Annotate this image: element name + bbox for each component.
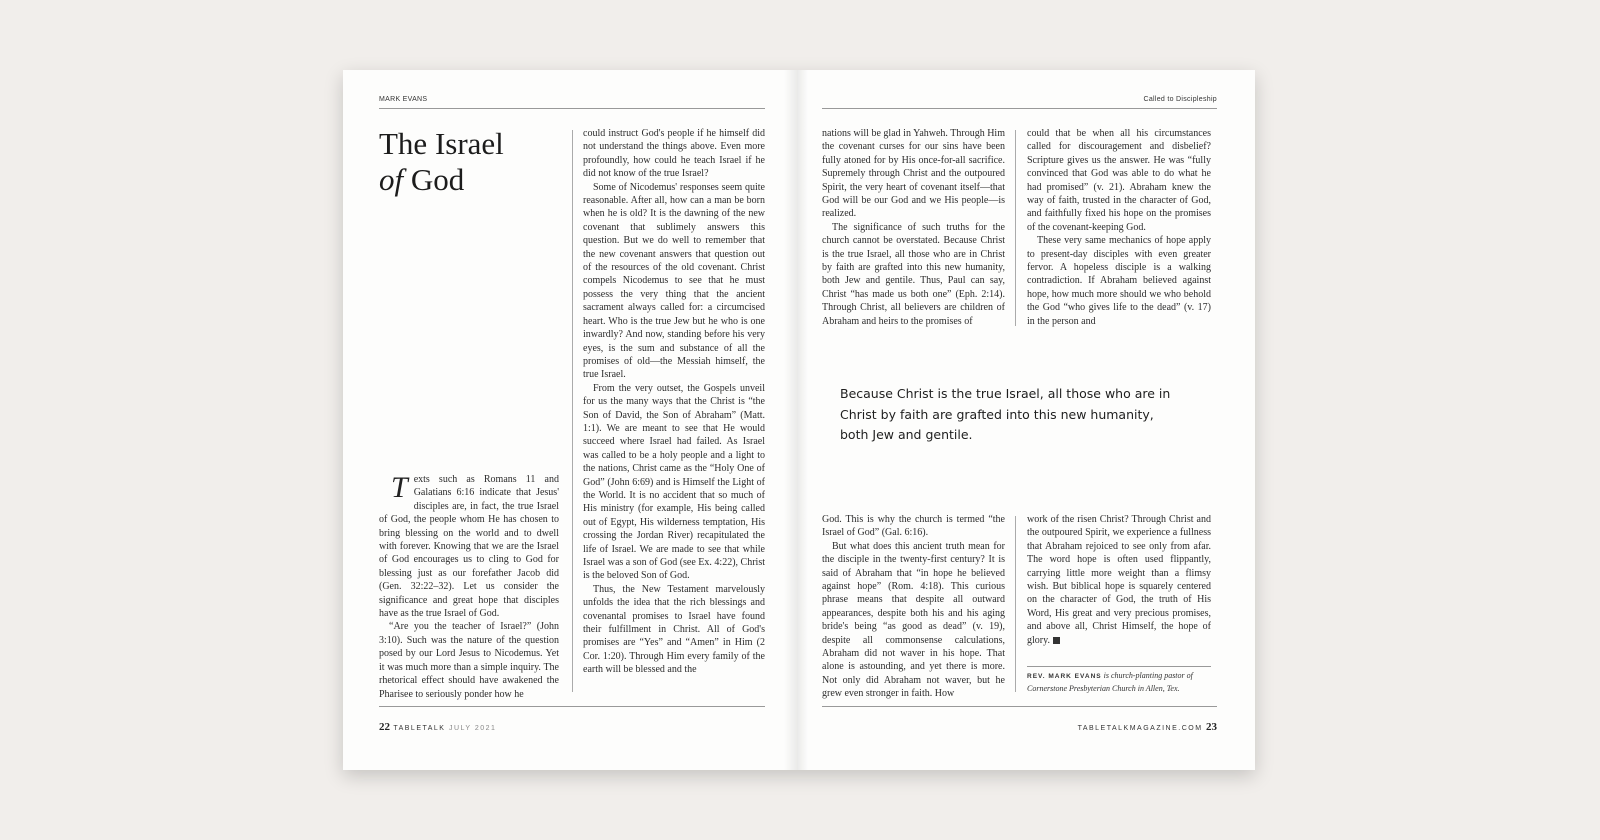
running-head-section: Called to Discipleship bbox=[1143, 96, 1217, 103]
paragraph: could instruct God's people if he himself did not understand the things above. Even more profoundly, how could he teach Israel if he did not know of the true Israel? bbox=[583, 128, 765, 180]
left-page bbox=[343, 70, 798, 770]
magazine-website: TABLETALKMAGAZINE.COM bbox=[1077, 725, 1203, 732]
issue-date: JULY 2021 bbox=[448, 725, 497, 732]
title-line1: The Israel bbox=[379, 126, 504, 161]
column-2 bbox=[583, 127, 765, 677]
drop-cap: T bbox=[391, 471, 408, 504]
paragraph: could that be when all his circumstances called for discouragement and disbelief? Scripture gives us the answer. He was “fully convinced that God was able to do what he had promised” (v. 21). Abraham knew the way of faith, trusted in the character of God, and faithfully fixed his hope on the promises of the covenant-keeping God. bbox=[1027, 128, 1211, 233]
footer-rule bbox=[379, 706, 765, 707]
column-4 bbox=[1027, 127, 1211, 328]
folio-left bbox=[379, 721, 496, 733]
paragraph: These very same mechanics of hope apply to present-day disciples with even greater fervor. A hopeless disciple is a walking contradiction. If Abraham believed against hope, how much more should we who behold the God “who gives life to the dead” (v. 17) in the person and bbox=[1027, 235, 1211, 327]
header-rule bbox=[822, 108, 1217, 109]
magazine-name: TABLETALK bbox=[393, 725, 446, 732]
folio-right bbox=[1078, 721, 1217, 733]
end-mark-icon bbox=[1053, 637, 1060, 644]
paragraph: Thus, the New Testament marvelously unfolds the idea that the rich blessings and covenantal promises to Israel have found their fulfillment in Christ. All of God's promises are “Yes” and “Amen” in Him (2 Cor. 1:20). Through Him every family of the earth will be blessed and the bbox=[583, 583, 765, 676]
paragraph: work of the risen Christ? Through Christ and the outpoured Spirit, we experience a fullness that Abraham rejoiced to see only from afar. The word hope is often used flippantly, carrying little more weight than a flimsy wish. But biblical hope is squarely centered on the character of God, the truth of His Word, His great and very precious promises, and above all, Christ Himself, the hope of glory. bbox=[1027, 514, 1211, 646]
paragraph: But what does this ancient truth mean for the disciple in the twenty-first century? It is said of Abraham that “in hope he believed against hope” (Rom. 4:18). This curious phrase means that despite all outward appearances, despite both his and his aging bride's being “as good as dead” (v. 19), despite all commonsense calculations, Abraham did not waver in his hope. That alone is astounding, and yet there is more. Not only did Abraham not waver, but he grew even stronger in faith. How bbox=[822, 540, 1005, 700]
footer-rule bbox=[822, 706, 1217, 707]
gutter-shadow bbox=[798, 70, 808, 770]
column-divider bbox=[1015, 516, 1016, 692]
right-page bbox=[798, 70, 1255, 770]
header-rule bbox=[379, 108, 765, 109]
column-5 bbox=[822, 513, 1005, 701]
page-number: 23 bbox=[1206, 721, 1217, 733]
bio-rule bbox=[1027, 666, 1211, 667]
column-6 bbox=[1027, 513, 1211, 647]
pull-quote: Because Christ is the true Israel, all those who are in Christ by faith are grafted into this new humanity, both Jew and gentile. bbox=[840, 386, 1171, 442]
paragraph: God. This is why the church is termed “the Israel of God” (Gal. 6:16). bbox=[822, 514, 1005, 539]
title-of: of bbox=[379, 162, 404, 197]
paragraph: “Are you the teacher of Israel?” (John 3:10). Such was the nature of the question posed by our Lord Jesus to Nicodemus. Yet it was much more than a simple inquiry. The rhetorical effect should have awakened the Pharisee to seriously ponder how he bbox=[379, 621, 559, 700]
page-number: 22 bbox=[379, 721, 390, 733]
paragraph: Some of Nicodemus' responses seem quite reasonable. After all, how can a man be born when he is old? It is the dawning of the new covenant that sublimely answers this question. But we do well to remember that the new covenant answers that question out of the resources of the old covenant. Christ compels Nicodemus to see that he must possess the very thing that the ancient sacrament always called for: a circumcised heart. Who is the true Jew but he who is one inwardly? And now, standing before his very eyes, is the sum and substance of all the promises of old—the Messiah himself, the true Israel. bbox=[583, 181, 765, 381]
author-bio bbox=[1027, 670, 1211, 695]
article-title bbox=[379, 126, 569, 198]
bio-text: is church-planting pastor of Cornerstone Presbyterian Church in Allen, Tex. bbox=[1027, 671, 1193, 693]
gutter-shadow bbox=[784, 70, 798, 770]
column-divider bbox=[572, 130, 573, 692]
bio-name: REV. MARK EVANS bbox=[1027, 673, 1102, 680]
paragraph: nations will be glad in Yahweh. Through Him the covenant curses for our sins have been fully atoned for by His once-for-all sacrifice. Supremely through Christ and the outpoured Spirit, the very heart of covenant itself—that God will be our God and we His people—is realized. bbox=[822, 128, 1005, 220]
magazine-spread bbox=[343, 70, 1255, 770]
column-divider bbox=[1015, 130, 1016, 326]
column-1 bbox=[379, 473, 559, 701]
running-head-author: MARK EVANS bbox=[379, 96, 428, 103]
title-god: God bbox=[403, 162, 465, 197]
paragraph-intro: Texts such as Romans 11 and Galatians 6:16 indicate that Jesus' disciples are, in fact, the true Israel of God, the people whom He has chosen to bring blessing on the world and to dwell with forever. Knowing that we are the Israel of God encourages us to cling to God for blessing just as our forefather Jacob did (Gen. 32:22–32). Let us consider the significance and great hope that disciples have as the true Israel of God. bbox=[379, 471, 559, 620]
paragraph: From the very outset, the Gospels unveil for us the many ways that the Christ is “the Son of David, the Son of Abraham” (Matt. 1:1). We are meant to see that He would succeed where Israel had failed. As Israel was called to be a holy people and a light to the nations, Christ came as the “Holy One of God” (John 6:69) and is Himself the Light of the World. It is no accident that so much of His ministry (for example, His being called out of Egypt, His wilderness temptation, His crossing the Jordan River) recapitulated the life of Israel. We are made to see that while Israel was a son of God (see Ex. 4:22), Christ is the beloved Son of God. bbox=[583, 382, 765, 582]
paragraph: The significance of such truths for the church cannot be overstated. Because Christ is the true Israel, all those who are in Christ by faith are grafted into this new humanity, both Jew and gentile. Thus, Paul can say, Christ “has made us both one” (Eph. 2:14). Through Christ, all believers are children of Abraham and heirs to the promises of bbox=[822, 221, 1005, 327]
column-3 bbox=[822, 127, 1005, 328]
